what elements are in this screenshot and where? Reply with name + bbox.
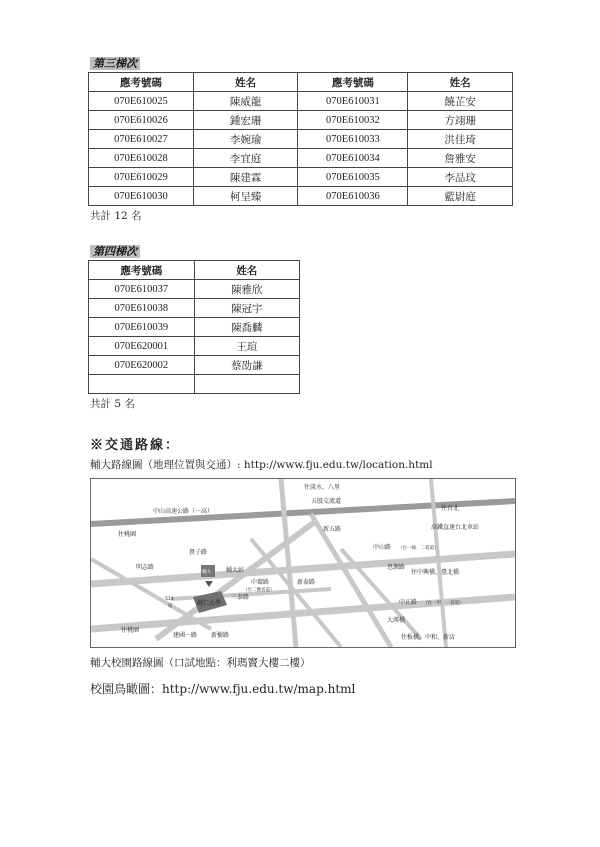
map-label: 514 <box>165 597 174 602</box>
candidate-name: 陳建霖 <box>193 168 298 187</box>
exam-no: 070E610033 <box>298 130 408 149</box>
map-label: （台一甲．一省道） <box>423 601 464 606</box>
map-label: 往台北 <box>441 505 460 512</box>
map-label: 往淡水、八里 <box>304 484 341 491</box>
candidate-name: 饒芷安 <box>408 92 513 111</box>
map-label: 站 <box>168 604 173 609</box>
table-row <box>89 149 513 168</box>
candidate-name: 詹雅安 <box>408 149 513 168</box>
map-label: 新泰路 <box>297 579 316 586</box>
map-label: 新五路 <box>323 526 342 533</box>
map-label: 往中興橋、臺北橋 <box>411 569 460 576</box>
map-label: 五股交流道 <box>311 498 342 505</box>
exam-no: 070E610028 <box>89 149 194 168</box>
exam-no: 070E610038 <box>89 299 195 318</box>
candidate-name: 鍾宏珊 <box>193 111 298 130</box>
exam-no: 070E610026 <box>89 111 194 130</box>
exam-no: 070E610027 <box>89 130 194 149</box>
col-name: 姓名 <box>194 261 299 280</box>
table-row <box>89 299 300 318</box>
candidate-name: 王瑄 <box>194 337 299 356</box>
exam-no: 070E610036 <box>298 187 408 206</box>
exam-no: 070E610030 <box>89 187 194 206</box>
col-exam-no: 應考號碼 <box>89 261 195 280</box>
station-pointer-icon <box>205 581 213 587</box>
candidate-name: 李婉瑜 <box>193 130 298 149</box>
batch3-label: 第三梯次 <box>90 57 140 70</box>
map-label: （台二號省道） <box>243 588 275 593</box>
map-label: 往桃園 <box>118 531 137 538</box>
col-name: 姓名 <box>408 73 513 92</box>
table-row <box>89 337 300 356</box>
table-row <box>89 111 513 130</box>
exam-no: 070E610034 <box>298 149 408 168</box>
exam-no: 070E620001 <box>89 337 195 356</box>
map-label: 大漢橋 <box>387 617 406 624</box>
batch3-table <box>88 72 513 206</box>
batch3-total: 共計 12 名 <box>90 210 142 222</box>
exam-no: 070E610031 <box>298 92 408 111</box>
map-label: 思源路 <box>387 564 406 571</box>
table-row <box>89 130 513 149</box>
exam-no: 070E610039 <box>89 318 195 337</box>
candidate-name: 藍尉庭 <box>408 187 513 206</box>
exam-no: 070E610035 <box>298 168 408 187</box>
batch4-table <box>88 260 300 394</box>
candidate-name: 陳冠宇 <box>194 299 299 318</box>
fju-badge-label: 輔大 <box>202 570 211 575</box>
exam-no: 070E610032 <box>298 111 408 130</box>
route-map <box>90 478 516 648</box>
table-row <box>89 318 300 337</box>
map-label: 輔仁大學 <box>197 600 222 607</box>
map-label: 新樹路 <box>211 632 230 639</box>
map-label: 中正路 <box>399 599 418 606</box>
exam-no: 070E610029 <box>89 168 194 187</box>
exam-no: 070E610025 <box>89 92 194 111</box>
map-label: 明志路 <box>136 564 155 571</box>
aerial-map-link[interactable]: 校園鳥瞰圖：http://www.fju.edu.tw/map.html <box>90 682 356 696</box>
table-header-row <box>89 261 300 280</box>
candidate-name: 陳雅欣 <box>194 280 299 299</box>
col-exam-no: 應考號碼 <box>89 73 194 92</box>
map-label: 中環路 <box>251 579 270 586</box>
batch4-label: 第四梯次 <box>90 245 140 258</box>
exam-no <box>89 375 195 394</box>
transport-title: ※交通路線： <box>90 438 181 453</box>
map-label: 高鐵直達台北車站 <box>431 524 480 531</box>
table-row <box>89 280 300 299</box>
map-label: 貴子路 <box>189 549 208 556</box>
campus-route-caption: 輔大校園路線圖（口試地點：利瑪竇大樓二樓） <box>90 657 311 669</box>
candidate-name: 柯呈臻 <box>193 187 298 206</box>
map-label: 往板橋、中和、新店 <box>401 634 456 641</box>
map-label: 往桃園 <box>121 627 140 634</box>
table-row <box>89 187 513 206</box>
candidate-name: 陳喬麟 <box>194 318 299 337</box>
north-road <box>281 479 296 647</box>
candidate-name: 洪佳琦 <box>408 130 513 149</box>
candidate-name: 李宜庭 <box>193 149 298 168</box>
exam-no: 070E620002 <box>89 356 195 375</box>
map-label: 建國一路 <box>173 632 198 639</box>
batch4-total: 共計 5 名 <box>90 398 135 410</box>
table-row-empty <box>89 375 300 394</box>
candidate-name: 方翊珊 <box>408 111 513 130</box>
map-label: 中山高速公路（一高） <box>153 508 214 515</box>
map-label: 輔大站 <box>226 567 245 574</box>
table-row <box>89 356 300 375</box>
route-map-link[interactable]: 輔大路線圖（地理位置與交通）: http://www.fju.edu.tw/location.html <box>90 459 433 471</box>
map-label: （台一線．二省道） <box>398 546 439 551</box>
candidate-name: 蔡劭謙 <box>194 356 299 375</box>
exam-no: 070E610037 <box>89 280 195 299</box>
col-name: 姓名 <box>193 73 298 92</box>
candidate-name <box>194 375 299 394</box>
table-header-row <box>89 73 513 92</box>
table-row <box>89 168 513 187</box>
route-map-svg <box>91 479 515 647</box>
candidate-name: 陳威龍 <box>193 92 298 111</box>
col-exam-no: 應考號碼 <box>298 73 408 92</box>
map-label: 中山路 <box>373 544 392 551</box>
candidate-name: 李品玟 <box>408 168 513 187</box>
table-row <box>89 92 513 111</box>
map-label: 三泰路 <box>231 594 250 601</box>
